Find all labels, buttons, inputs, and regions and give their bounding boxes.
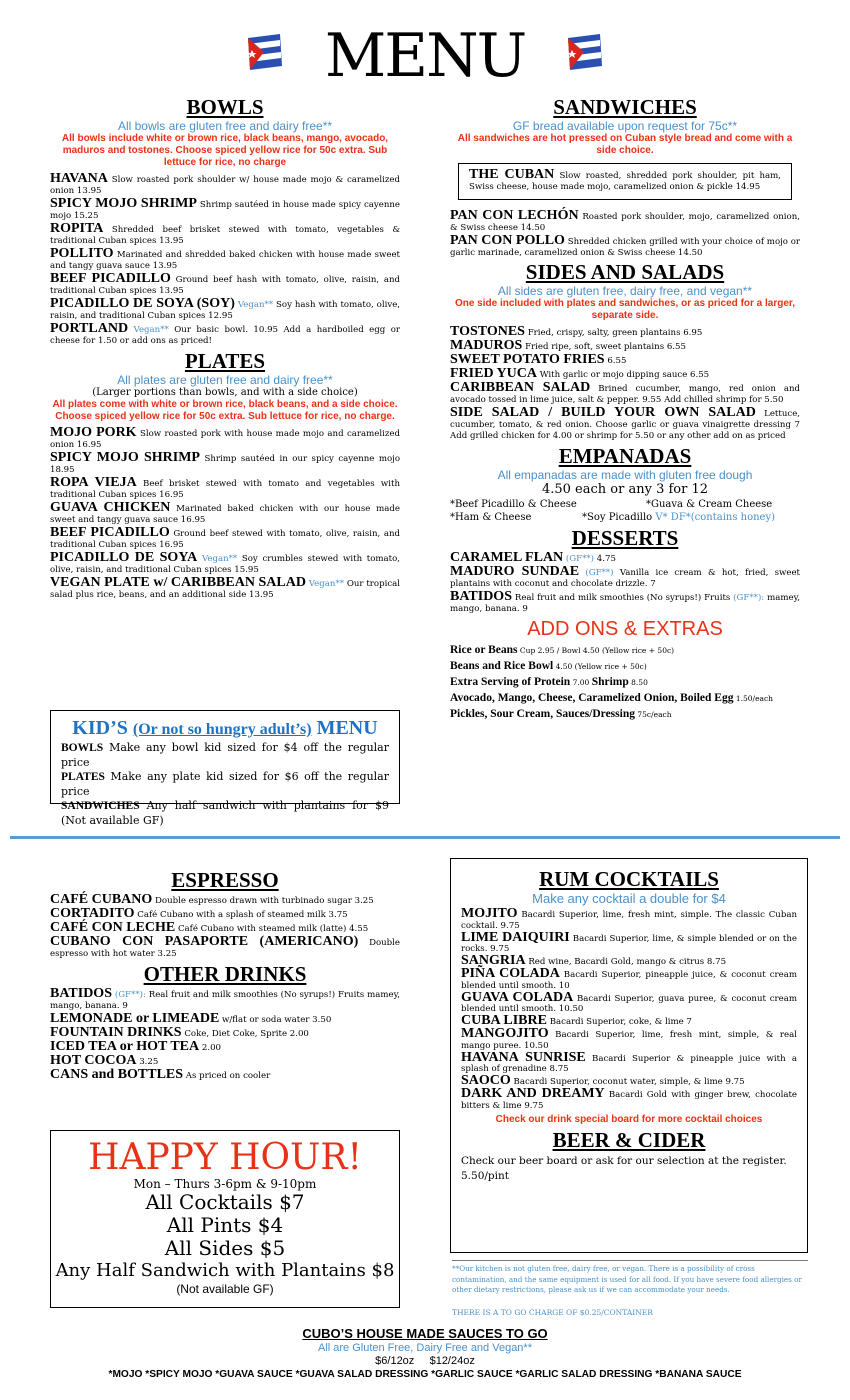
item-desc: Ground beef stewed with tomato, olive, raisin, and traditional Cuban spices 16.95 [50,529,401,550]
happy-hour-sides: All Sides $5 [164,1236,286,1260]
item-desc: Double espresso with hot water 3.25 [50,938,400,959]
item-desc: Coke, Diet Coke, Sprite 2.00 [184,1029,309,1039]
bowls-title: BOWLS [186,95,264,119]
item-desc: Bacardi Superior, guava puree, & coconut cream blended until smooth. 10.50 [461,993,798,1015]
item-name: PAN CON LECHÓN [450,208,579,223]
item-name: THE CUBAN [469,167,555,182]
item-desc: Shrimp sautéed in our spicy cayenne mojo 18.95 [50,454,401,475]
item-name: ROPITA [50,221,104,236]
item-desc: Soy hash with tomato, olive, raisin, and traditional Cuban spices 12.95 [50,300,401,321]
item-name: ICED TEA or HOT TEA [50,1039,200,1054]
item-desc: w/flat or soda water 3.50 [222,1015,332,1025]
item-desc: Lettuce, cucumber, tomato, & red onion. Choose garlic or guava vinaigrette dressing 7 Add grilled chicken for 4.00 or shrimp for 5.50 or any other add on as priced [450,409,801,441]
item-desc: Slow roasted pork with house made mojo and caramelized onion 16.95 [50,429,400,450]
menu-item [50,936,400,960]
beer-desc: Check our beer board or ask for our selection at the register. 5.50/pint [461,1154,787,1182]
empanadas-price: 4.50 each or any 3 for 12 [541,482,708,497]
item-name: CUBA LIBRE [461,1013,547,1029]
menu-item [461,965,797,992]
kids-list [61,741,389,827]
sides-note-red: One side included with plates and sandwiches, or as priced for a larger, separate side. [454,298,796,321]
menu-item [50,552,400,576]
empanadas-row-2 [450,511,800,524]
item-tag: Vegan** [133,325,169,335]
item-desc: 75c/each [637,710,672,719]
the-cuban-box [458,163,792,200]
menu-item [461,1025,798,1052]
item-desc: Café Cubano with a splash of steamed milk 3.75 [137,910,348,920]
item-desc: Cup 2.95 / Bowl 4.50 (Yellow rice + 50c) [519,646,675,655]
menu-item [469,169,781,193]
item-desc: Our basic bowl. 10.95 Add a hardboiled egg or cheese for 1.50 or add ons as priced! [50,325,400,346]
item-name: Avocado, Mango, Cheese, Caramelized Onion, Boiled Egg [450,692,734,704]
item-desc: Our tropical salad plus rice, beans, and an additional side 13.95 [50,579,401,600]
rum-title: RUM COCKTAILS [539,867,719,891]
item-name: LEMONADE or LIMEADE [50,1011,220,1026]
plates-note-red: All plates come with white or brown rice, black beans, and a side choice. Choose spiced yellow rice for 50c extra. Sub lettuce for rice, no charge. [52,399,398,422]
empanadas-note-blue: All empanadas are made with gluten free dough [497,468,753,482]
rum-cocktails-box [450,858,808,1253]
item-desc: Shredded chicken grilled with your choice of mojo or garlic marinade, caramelized onion & Swiss cheese 14.50 [450,237,801,258]
happy-hour-cocktails: All Cocktails $7 [145,1190,305,1214]
left-top-column [50,95,400,602]
item-desc: 2.00 [201,1043,222,1053]
empanada-beef: *Beef Picadillo & Cheese [450,499,577,510]
menu-item [50,502,400,526]
item-name: PAN CON POLLO [450,233,565,248]
item-desc: Double espresso drawn with turbinado sugar 3.25 [155,896,374,906]
plates-note-blue: All plates are gluten free and dairy free** [117,373,333,387]
item-name: CAFÉ CON LECHE [50,920,176,935]
other-drinks-title: OTHER DRINKS [143,962,307,986]
item-desc: 7.00 [572,678,590,687]
item-desc: 1.50/each [735,694,774,703]
item-name: Beans and Rice Bowl [450,660,554,672]
menu-item [450,643,800,658]
happy-hour-sandwich: Any Half Sandwich with Plantains $8 [55,1260,395,1281]
item-desc: Bacardi Superior, coconut water, simple, & lime 9.75 [513,1077,745,1088]
item-name: GUAVA COLADA [461,989,574,1005]
plates-note-black: (Larger portions than bowls, and with a side choice) [92,387,358,398]
menu-item [461,989,798,1016]
menu-item [50,248,400,272]
kids-menu-box [50,710,400,827]
menu-item [50,173,400,197]
kids-title-b: (Or not so hungry adult’s) [132,721,312,738]
kids-title-c: MENU [316,717,378,739]
item-desc: Make any plate kid sized for $6 off the regular price [61,770,389,798]
item-desc: Marinated baked chicken with our house made sweet and tangy guava sauce 16.95 [50,504,400,525]
item-name: MADUROS [450,338,523,353]
item-name: PORTLAND [50,321,129,336]
item-tag-2: (GF**): [733,593,765,603]
sauces-note-blue: All are Gluten Free, Dairy Free and Vegan** [317,1342,532,1354]
menu-item [50,577,400,601]
item-desc: 4.50 (Yellow rice + 50c) [555,662,647,671]
item-name: BATIDOS [50,986,112,1001]
item-name: MOJO PORK [50,425,137,440]
item-tag: (GF**) [585,568,614,578]
item-name: PLATES [61,771,105,783]
rum-list [461,906,798,1112]
kids-title-a: KID’S [72,717,128,739]
item-desc: Bacardi Superior, lime, & simple blended or on the rocks. 9.75 [461,933,797,955]
item-name: BATIDOS [450,589,512,604]
item-name: CORTADITO [50,906,135,921]
item-name: SIDE SALAD / BUILD YOUR OWN SALAD [450,405,756,420]
cuba-flag-icon [562,30,606,74]
sauces-list: *MOJO *SPICY MOJO *GUAVA SAUCE *GUAVA SALAD DRESSING *GARLIC SAUCE *GARLIC SALAD DRESSING *BANANA SAUCE [108,1369,742,1380]
item-desc: 6.55 [607,356,627,366]
item-desc: 4.75 [596,554,616,564]
menu-item [50,477,400,501]
menu-item [50,273,400,297]
bowls-list [50,173,400,347]
happy-hour-pints: All Pints $4 [166,1213,284,1237]
menu-item [450,675,800,690]
item-desc: Roasted pork shoulder, mojo, caramelized onion, & Swiss cheese 14.50 [450,212,800,233]
menu-item [450,382,800,406]
menu-item [450,691,800,706]
item-desc: With garlic or mojo dipping sauce 6.55 [539,370,710,380]
item-name-2: Shrimp [591,676,629,688]
item-name: SWEET POTATO FRIES [450,352,605,367]
item-name: LIME DAIQUIRI [461,929,570,945]
item-desc: Fried, crispy, salty, green plantains 6.95 [527,328,703,338]
item-name: CANS and BOTTLES [50,1067,184,1082]
item-name: Pickles, Sour Cream, Sauces/Dressing [450,708,635,720]
item-desc: Slow roasted pork shoulder w/ house made mojo & caramelized onion 13.95 [50,175,400,196]
sauces-title: CUBO’S HOUSE MADE SAUCES TO GO [302,1326,548,1341]
sandwiches-list [450,210,800,259]
item-desc: Soy crumbles stewed with tomato, olive, raisin, and traditional Cuban spices 15.95 [50,554,401,575]
happy-hour-note: (Not available GF) [176,1282,274,1296]
sauces-price: $6/12oz $12/24oz [375,1355,475,1367]
item-desc: Bacardi Gold with ginger brew, chocolate bitters & lime 9.75 [461,1089,798,1111]
sauces-section [0,1326,850,1381]
item-name: HAVANA [50,171,108,186]
empanada-soy-label: *Soy Picadillo [582,512,653,523]
empanadas-row-1 [450,498,800,511]
menu-item [450,659,800,674]
item-name: BOWLS [61,742,104,754]
menu-item [50,198,400,222]
item-name: CUBANO CON PASAPORTE (AMERICANO) [50,934,359,949]
menu-item [461,1049,798,1076]
item-name: FOUNTAIN DRINKS [50,1025,182,1040]
item-desc: Shredded beef brisket stewed with tomato, vegetables & traditional Cuban spices 13.95 [50,225,400,246]
left-bottom-column [50,868,400,1083]
menu-item [461,929,797,956]
item-desc: Vanilla ice cream & hot, fried, sweet plantains with coconut and chocolate drizzle. 7 [450,568,800,589]
menu-item [461,1085,798,1112]
menu-item [450,591,800,615]
item-name: ROPA VIEJA [50,475,137,490]
menu-item [50,527,400,551]
menu-item [50,1069,400,1082]
addons-title: ADD ONS & EXTRAS [527,618,723,640]
sandwiches-note-blue: GF bread available upon request for 75c** [512,119,738,133]
item-desc: Fried ripe, soft, sweet plantains 6.55 [525,342,686,352]
menu-item [61,741,389,769]
menu-item [50,452,400,476]
item-name: SAOCO [461,1073,511,1089]
empanada-guava: *Guava & Cream Cheese [646,499,773,510]
item-name: HAVANA SUNRISE [461,1049,586,1065]
desserts-list [450,552,800,615]
item-tag: (GF**) [565,554,595,564]
menu-item [450,235,800,259]
item-tag: (GF**): [114,990,146,1000]
item-desc: Any half sandwich with plantains for $9 (Not available GF) [61,799,390,827]
item-name: VEGAN PLATE w/ CARIBBEAN SALAD [50,575,306,590]
item-name: GUAVA CHICKEN [50,500,171,515]
item-name: Rice or Beans [450,644,518,656]
item-name: PIÑA COLADA [461,965,560,981]
item-name: Extra Serving of Protein [450,676,571,688]
item-name: BEEF PICADILLO [50,271,171,286]
espresso-list [50,894,400,960]
item-name: PICADILLO DE SOYA [50,550,198,565]
menu-item [61,799,389,827]
item-desc: Shrimp sautéed in house made spicy cayenne mojo 15.25 [50,200,401,221]
bowls-note-red: All bowls include white or brown rice, black beans, mango, avocado, maduros and tostones. Choose spiced yellow rice for 50c extra. Sub lettuce for rice, no charge [61,133,389,168]
menu-item [450,707,800,722]
allergen-footnote: **Our kitchen is not gluten free, dairy free, or vegan. There is a possibility of cross contamination, and the same equipment is used for all food. If you have severe food allergies or other dietary restrictions, please ask us if we can accommodate your needs. [452,1264,802,1294]
item-name: SPICY MOJO SHRIMP [50,196,197,211]
beer-title: BEER & CIDER [552,1127,706,1152]
rum-note-red: Check our drink special board for more cocktail choices [495,1113,763,1125]
empanada-ham: *Ham & Cheese [450,512,532,523]
item-name: MOJITO [461,906,518,921]
item-tag: Vegan** [237,300,274,310]
menu-item [450,566,800,590]
right-top-column [450,95,800,723]
happy-hour-box [50,1130,400,1308]
sandwiches-title: SANDWICHES [553,95,697,119]
happy-hour-times: Mon – Thurs 3-6pm & 9-10pm [133,1177,317,1191]
menu-item [50,323,400,347]
item-desc-2: mamey, mango, banana. 9 [450,593,801,614]
to-go-charge: THERE IS A TO GO CHARGE OF $0.25/CONTAINER [452,1308,653,1317]
item-desc-2: 8.50 [631,678,648,687]
item-name: SANDWICHES [61,800,140,812]
other-drinks-list [50,988,400,1082]
cuba-flag-icon [242,30,286,74]
item-desc: Marinated and shredded baked chicken with house made sweet and tangy guava sauce 13.95 [50,250,400,271]
item-desc: Bacardi Superior & pineapple juice with a splash of grenadine 8.75 [461,1053,798,1075]
menu-item [50,223,400,247]
item-name: MANGOJITO [461,1025,549,1041]
item-desc: Ground beef hash with tomato, olive, raisin, and traditional Cuban spices 13.95 [50,275,401,296]
item-desc: Bacardi Superior, pineapple juice, & coconut cream blended until smooth. 10 [461,969,797,991]
section-divider [10,836,840,839]
item-desc: Bacardi Superior, coke, & lime 7 [549,1017,692,1028]
menu-item [50,298,400,322]
menu-item [50,427,400,451]
menu-item [450,210,800,234]
item-tag: Vegan** [308,579,345,589]
item-desc: Slow roasted, shredded pork shoulder, pit ham, Swiss cheese, house made mojo, caramelized onion & pickle 14.95 [469,171,781,192]
empanada-soy-tag: V* DF*(contains honey) [655,512,776,523]
happy-hour-title: HAPPY HOUR! [88,1137,362,1178]
allergen-footnote-rule [452,1260,808,1261]
item-name: CARAMEL FLAN [450,550,564,565]
item-name: CARIBBEAN SALAD [450,380,591,395]
empanadas-title: EMPANADAS [558,444,692,468]
sides-title: SIDES AND SALADS [525,260,725,284]
item-desc: 3.25 [139,1057,159,1067]
item-desc: Beef brisket stewed with tomato and vegetables with traditional Cuban spices 16.95 [50,479,401,500]
item-name: PICADILLO DE SOYA (SOY) [50,296,235,311]
item-name: FRIED YUCA [450,366,537,381]
desserts-title: DESSERTS [571,526,679,550]
menu-item [61,770,389,798]
bowls-note-blue: All bowls are gluten free and dairy free** [117,119,333,133]
plates-list [50,427,400,601]
kids-menu-title [61,717,389,741]
item-desc: Real fruit and milk smoothies (No syrups!) Fruits [514,593,731,603]
item-name: DARK AND DREAMY [461,1085,605,1101]
item-name: CAFÉ CUBANO [50,892,153,907]
item-desc: Make any bowl kid sized for $4 off the regular price [61,741,389,769]
item-name: MADURO SUNDAE [450,564,580,579]
addons-list [450,643,800,722]
item-name: POLLITO [50,246,114,261]
item-tag: Vegan** [201,554,238,564]
item-desc: As priced on cooler [185,1071,271,1081]
item-name: SPICY MOJO SHRIMP [50,450,200,465]
sides-list [450,326,800,442]
item-name: SANGRIA [461,953,526,969]
item-desc: Bacardi Superior, lime, fresh mint, simple, & real mango puree. 10.50 [461,1029,798,1051]
menu-item [450,407,800,442]
menu-item [461,906,797,932]
item-desc: Real fruit and milk smoothies (No syrups!) Fruits [148,990,365,1000]
item-desc: Bacardi Superior, lime, fresh mint, simple. The classic Cuban cocktail. 9.75 [461,910,797,931]
rum-note-blue: Make any cocktail a double for $4 [532,891,726,906]
item-desc: Red wine, Bacardi Gold, mango & citrus 8.75 [528,957,727,968]
plates-title: PLATES [184,349,266,373]
sandwiches-note-red: All sandwiches are hot pressed on Cuban style bread and come with a side choice. [457,133,793,156]
item-desc-2: mamey, mango, banana. 9 [50,990,401,1011]
menu-item [50,988,400,1012]
item-name: TOSTONES [450,324,525,339]
item-desc: Brined cucumber, mango, red onion and avocado tossed in lime juice, salt & pepper. 9.55 Add chilled shrimp for 5.50 [450,384,801,405]
empanada-soy [582,511,775,524]
sides-note-blue: All sides are gluten free, dairy free, and vegan** [497,284,753,298]
page-title: MENU [324,21,526,91]
item-name: HOT COCOA [50,1053,137,1068]
item-desc: Café Cubano with steamed milk (latte) 4.55 [177,924,369,934]
espresso-title: ESPRESSO [171,868,279,892]
item-name: BEEF PICADILLO [50,525,170,540]
